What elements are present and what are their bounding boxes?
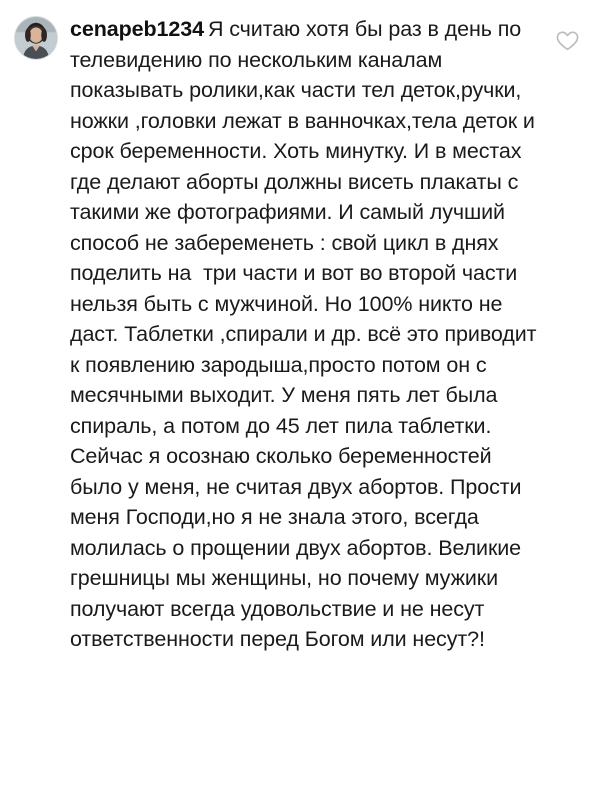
avatar[interactable] [14,16,58,60]
comment-username[interactable]: cenapeb1234 [70,17,204,41]
comment-body [58,14,550,655]
comment-text-block [70,14,544,655]
like-button[interactable] [550,28,584,62]
comment-text: Я считаю хотя бы раз в день по телевидению по нескольким каналам показывать ролики,как части тел деток,ручки, ножки ,головки лежат в ванночках,тела деток и срок беременности. Хоть минутку. И в местах где делают аборты должны висеть плакаты с такими же фотографиями. И самый лучший способ не забеременеть : свой цикл в днях поделить на три части и вот во второй части нельзя быть с мужчиной. Но 100% никто не даст. Таблетки ,спирали и др. всё это приводит к появлению зародыша,просто потом он с месячными выходит. У меня пять лет была спираль, а потом до 45 лет пила таблетки. Сейчас я осознаю сколько беременностей было у меня, не считая двух абортов. Прости меня Господи,но я не знала этого, всегда молилась о прощении двух абортов. Великие грешницы мы женщины, но почему мужики получают всегда удовольствие и не несут ответственности перед Богом или несут?! [70,17,543,651]
user-photo-avatar-icon [15,17,57,59]
heart-outline-icon [555,28,580,53]
